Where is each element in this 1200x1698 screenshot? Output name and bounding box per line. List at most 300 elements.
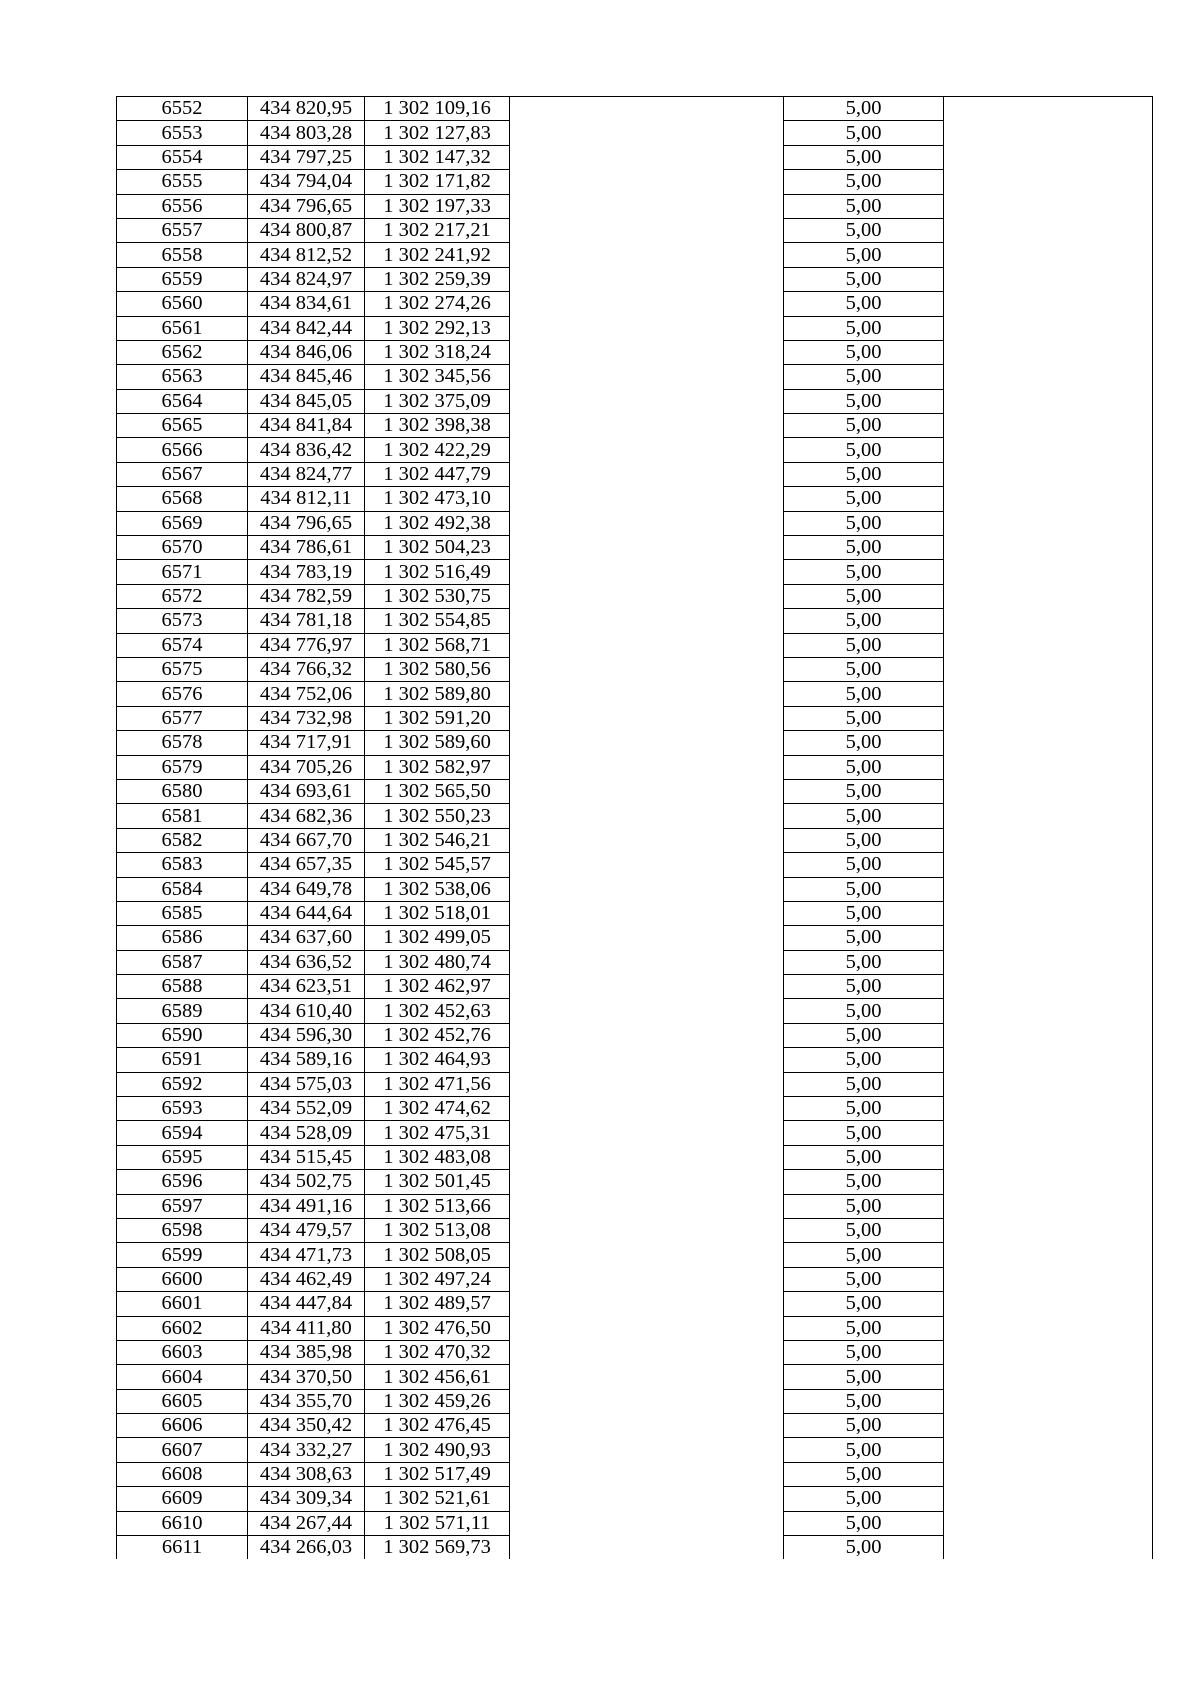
empty-cell xyxy=(944,218,1153,242)
x-coordinate-cell: 434 752,06 xyxy=(248,682,365,706)
empty-cell xyxy=(510,1316,784,1340)
empty-cell xyxy=(510,292,784,316)
y-coordinate-cell: 1 302 470,32 xyxy=(365,1340,510,1364)
tolerance-cell: 5,00 xyxy=(784,316,944,340)
tolerance-cell: 5,00 xyxy=(784,389,944,413)
table-row xyxy=(117,1511,1153,1535)
empty-cell xyxy=(944,1340,1153,1364)
x-coordinate-cell: 434 794,04 xyxy=(248,170,365,194)
y-coordinate-cell: 1 302 464,93 xyxy=(365,1048,510,1072)
x-coordinate-cell: 434 845,46 xyxy=(248,365,365,389)
empty-cell xyxy=(944,975,1153,999)
table-row xyxy=(117,975,1153,999)
empty-cell xyxy=(510,1267,784,1291)
table-row xyxy=(117,682,1153,706)
point-number-cell: 6563 xyxy=(117,365,248,389)
x-coordinate-cell: 434 705,26 xyxy=(248,755,365,779)
x-coordinate-cell: 434 800,87 xyxy=(248,218,365,242)
x-coordinate-cell: 434 845,05 xyxy=(248,389,365,413)
point-number-cell: 6603 xyxy=(117,1340,248,1364)
empty-cell xyxy=(510,1048,784,1072)
point-number-cell: 6595 xyxy=(117,1145,248,1169)
x-coordinate-cell: 434 766,32 xyxy=(248,657,365,681)
table-row xyxy=(117,1536,1153,1560)
table-row xyxy=(117,1267,1153,1291)
tolerance-cell: 5,00 xyxy=(784,657,944,681)
x-coordinate-cell: 434 610,40 xyxy=(248,999,365,1023)
empty-cell xyxy=(944,755,1153,779)
y-coordinate-cell: 1 302 471,56 xyxy=(365,1072,510,1096)
y-coordinate-cell: 1 302 568,71 xyxy=(365,633,510,657)
empty-cell xyxy=(510,145,784,169)
x-coordinate-cell: 434 308,63 xyxy=(248,1462,365,1486)
empty-cell xyxy=(510,414,784,438)
y-coordinate-cell: 1 302 473,10 xyxy=(365,487,510,511)
y-coordinate-cell: 1 302 580,56 xyxy=(365,657,510,681)
tolerance-cell: 5,00 xyxy=(784,755,944,779)
tolerance-cell: 5,00 xyxy=(784,1292,944,1316)
point-number-cell: 6562 xyxy=(117,340,248,364)
tolerance-cell: 5,00 xyxy=(784,1194,944,1218)
x-coordinate-cell: 434 717,91 xyxy=(248,731,365,755)
empty-cell xyxy=(510,218,784,242)
empty-cell xyxy=(944,267,1153,291)
point-number-cell: 6573 xyxy=(117,609,248,633)
empty-cell xyxy=(510,194,784,218)
x-coordinate-cell: 434 267,44 xyxy=(248,1511,365,1535)
table-row xyxy=(117,1072,1153,1096)
point-number-cell: 6574 xyxy=(117,633,248,657)
y-coordinate-cell: 1 302 480,74 xyxy=(365,950,510,974)
empty-cell xyxy=(510,1340,784,1364)
tolerance-cell: 5,00 xyxy=(784,487,944,511)
empty-cell xyxy=(510,926,784,950)
empty-cell xyxy=(510,243,784,267)
x-coordinate-cell: 434 841,84 xyxy=(248,414,365,438)
empty-cell xyxy=(944,633,1153,657)
point-number-cell: 6576 xyxy=(117,682,248,706)
tolerance-cell: 5,00 xyxy=(784,267,944,291)
x-coordinate-cell: 434 824,97 xyxy=(248,267,365,291)
tolerance-cell: 5,00 xyxy=(784,560,944,584)
point-number-cell: 6559 xyxy=(117,267,248,291)
empty-cell xyxy=(510,755,784,779)
table-row xyxy=(117,950,1153,974)
tolerance-cell: 5,00 xyxy=(784,1072,944,1096)
point-number-cell: 6597 xyxy=(117,1194,248,1218)
point-number-cell: 6567 xyxy=(117,462,248,486)
y-coordinate-cell: 1 302 345,56 xyxy=(365,365,510,389)
empty-cell xyxy=(944,926,1153,950)
empty-cell xyxy=(944,511,1153,535)
tolerance-cell: 5,00 xyxy=(784,438,944,462)
table-row xyxy=(117,365,1153,389)
empty-cell xyxy=(510,682,784,706)
empty-cell xyxy=(944,999,1153,1023)
empty-cell xyxy=(944,1097,1153,1121)
table-row xyxy=(117,1414,1153,1438)
empty-cell xyxy=(510,1536,784,1560)
empty-cell xyxy=(944,97,1153,121)
x-coordinate-cell: 434 355,70 xyxy=(248,1389,365,1413)
point-number-cell: 6554 xyxy=(117,145,248,169)
empty-cell xyxy=(510,511,784,535)
table-row xyxy=(117,487,1153,511)
empty-cell xyxy=(944,1194,1153,1218)
x-coordinate-cell: 434 385,98 xyxy=(248,1340,365,1364)
x-coordinate-cell: 434 528,09 xyxy=(248,1121,365,1145)
x-coordinate-cell: 434 370,50 xyxy=(248,1365,365,1389)
empty-cell xyxy=(944,487,1153,511)
coordinates-table-body xyxy=(117,97,1153,1560)
empty-cell xyxy=(510,462,784,486)
empty-cell xyxy=(510,1389,784,1413)
point-number-cell: 6577 xyxy=(117,706,248,730)
x-coordinate-cell: 434 776,97 xyxy=(248,633,365,657)
y-coordinate-cell: 1 302 582,97 xyxy=(365,755,510,779)
point-number-cell: 6556 xyxy=(117,194,248,218)
y-coordinate-cell: 1 302 550,23 xyxy=(365,804,510,828)
point-number-cell: 6561 xyxy=(117,316,248,340)
table-row xyxy=(117,633,1153,657)
y-coordinate-cell: 1 302 474,62 xyxy=(365,1097,510,1121)
empty-cell xyxy=(944,950,1153,974)
x-coordinate-cell: 434 479,57 xyxy=(248,1218,365,1242)
tolerance-cell: 5,00 xyxy=(784,853,944,877)
table-row xyxy=(117,1194,1153,1218)
empty-cell xyxy=(944,243,1153,267)
empty-cell xyxy=(944,853,1153,877)
tolerance-cell: 5,00 xyxy=(784,682,944,706)
y-coordinate-cell: 1 302 197,33 xyxy=(365,194,510,218)
y-coordinate-cell: 1 302 521,61 xyxy=(365,1487,510,1511)
point-number-cell: 6579 xyxy=(117,755,248,779)
tolerance-cell: 5,00 xyxy=(784,975,944,999)
table-row xyxy=(117,560,1153,584)
y-coordinate-cell: 1 302 545,57 xyxy=(365,853,510,877)
empty-cell xyxy=(944,901,1153,925)
table-row xyxy=(117,267,1153,291)
point-number-cell: 6575 xyxy=(117,657,248,681)
table-row xyxy=(117,609,1153,633)
x-coordinate-cell: 434 502,75 xyxy=(248,1170,365,1194)
empty-cell xyxy=(944,365,1153,389)
table-row xyxy=(117,243,1153,267)
empty-cell xyxy=(944,316,1153,340)
empty-cell xyxy=(510,316,784,340)
table-row xyxy=(117,170,1153,194)
empty-cell xyxy=(944,1048,1153,1072)
y-coordinate-cell: 1 302 565,50 xyxy=(365,779,510,803)
empty-cell xyxy=(510,1097,784,1121)
empty-cell xyxy=(944,1145,1153,1169)
empty-cell xyxy=(510,1292,784,1316)
y-coordinate-cell: 1 302 569,73 xyxy=(365,1536,510,1560)
tolerance-cell: 5,00 xyxy=(784,170,944,194)
empty-cell xyxy=(944,414,1153,438)
table-row xyxy=(117,755,1153,779)
y-coordinate-cell: 1 302 318,24 xyxy=(365,340,510,364)
tolerance-cell: 5,00 xyxy=(784,194,944,218)
point-number-cell: 6582 xyxy=(117,828,248,852)
point-number-cell: 6587 xyxy=(117,950,248,974)
y-coordinate-cell: 1 302 171,82 xyxy=(365,170,510,194)
table-row xyxy=(117,804,1153,828)
point-number-cell: 6564 xyxy=(117,389,248,413)
empty-cell xyxy=(944,536,1153,560)
empty-cell xyxy=(510,609,784,633)
x-coordinate-cell: 434 657,35 xyxy=(248,853,365,877)
empty-cell xyxy=(944,731,1153,755)
x-coordinate-cell: 434 596,30 xyxy=(248,1023,365,1047)
empty-cell xyxy=(510,1121,784,1145)
x-coordinate-cell: 434 834,61 xyxy=(248,292,365,316)
table-row xyxy=(117,97,1153,121)
x-coordinate-cell: 434 783,19 xyxy=(248,560,365,584)
table-row xyxy=(117,1389,1153,1413)
empty-cell xyxy=(944,170,1153,194)
empty-cell xyxy=(944,340,1153,364)
point-number-cell: 6555 xyxy=(117,170,248,194)
empty-cell xyxy=(944,657,1153,681)
x-coordinate-cell: 434 515,45 xyxy=(248,1145,365,1169)
y-coordinate-cell: 1 302 456,61 xyxy=(365,1365,510,1389)
table-row xyxy=(117,706,1153,730)
x-coordinate-cell: 434 332,27 xyxy=(248,1438,365,1462)
empty-cell xyxy=(510,1145,784,1169)
table-row xyxy=(117,414,1153,438)
x-coordinate-cell: 434 552,09 xyxy=(248,1097,365,1121)
y-coordinate-cell: 1 302 516,49 xyxy=(365,560,510,584)
tolerance-cell: 5,00 xyxy=(784,462,944,486)
x-coordinate-cell: 434 623,51 xyxy=(248,975,365,999)
x-coordinate-cell: 434 732,98 xyxy=(248,706,365,730)
empty-cell xyxy=(510,731,784,755)
empty-cell xyxy=(510,1414,784,1438)
table-row xyxy=(117,779,1153,803)
empty-cell xyxy=(944,560,1153,584)
empty-cell xyxy=(944,1218,1153,1242)
empty-cell xyxy=(510,340,784,364)
point-number-cell: 6566 xyxy=(117,438,248,462)
y-coordinate-cell: 1 302 447,79 xyxy=(365,462,510,486)
empty-cell xyxy=(944,1389,1153,1413)
x-coordinate-cell: 434 644,64 xyxy=(248,901,365,925)
empty-cell xyxy=(944,1292,1153,1316)
tolerance-cell: 5,00 xyxy=(784,804,944,828)
empty-cell xyxy=(944,1023,1153,1047)
point-number-cell: 6553 xyxy=(117,121,248,145)
tolerance-cell: 5,00 xyxy=(784,1414,944,1438)
point-number-cell: 6602 xyxy=(117,1316,248,1340)
empty-cell xyxy=(944,1511,1153,1535)
x-coordinate-cell: 434 842,44 xyxy=(248,316,365,340)
table-row xyxy=(117,340,1153,364)
empty-cell xyxy=(510,804,784,828)
coordinate-sheet xyxy=(116,96,1152,1559)
point-number-cell: 6592 xyxy=(117,1072,248,1096)
x-coordinate-cell: 434 411,80 xyxy=(248,1316,365,1340)
x-coordinate-cell: 434 447,84 xyxy=(248,1292,365,1316)
y-coordinate-cell: 1 302 504,23 xyxy=(365,536,510,560)
y-coordinate-cell: 1 302 452,63 xyxy=(365,999,510,1023)
empty-cell xyxy=(510,1243,784,1267)
point-number-cell: 6581 xyxy=(117,804,248,828)
table-row xyxy=(117,901,1153,925)
tolerance-cell: 5,00 xyxy=(784,1145,944,1169)
y-coordinate-cell: 1 302 459,26 xyxy=(365,1389,510,1413)
x-coordinate-cell: 434 589,16 xyxy=(248,1048,365,1072)
y-coordinate-cell: 1 302 513,66 xyxy=(365,1194,510,1218)
y-coordinate-cell: 1 302 489,57 xyxy=(365,1292,510,1316)
tolerance-cell: 5,00 xyxy=(784,1536,944,1560)
y-coordinate-cell: 1 302 530,75 xyxy=(365,584,510,608)
point-number-cell: 6599 xyxy=(117,1243,248,1267)
tolerance-cell: 5,00 xyxy=(784,292,944,316)
y-coordinate-cell: 1 302 591,20 xyxy=(365,706,510,730)
empty-cell xyxy=(944,1072,1153,1096)
tolerance-cell: 5,00 xyxy=(784,121,944,145)
y-coordinate-cell: 1 302 476,50 xyxy=(365,1316,510,1340)
table-row xyxy=(117,511,1153,535)
empty-cell xyxy=(510,365,784,389)
empty-cell xyxy=(944,194,1153,218)
tolerance-cell: 5,00 xyxy=(784,414,944,438)
x-coordinate-cell: 434 266,03 xyxy=(248,1536,365,1560)
x-coordinate-cell: 434 797,25 xyxy=(248,145,365,169)
y-coordinate-cell: 1 302 462,97 xyxy=(365,975,510,999)
point-number-cell: 6585 xyxy=(117,901,248,925)
point-number-cell: 6552 xyxy=(117,97,248,121)
table-row xyxy=(117,1218,1153,1242)
empty-cell xyxy=(510,389,784,413)
tolerance-cell: 5,00 xyxy=(784,1218,944,1242)
empty-cell xyxy=(510,1438,784,1462)
empty-cell xyxy=(944,1414,1153,1438)
point-number-cell: 6605 xyxy=(117,1389,248,1413)
x-coordinate-cell: 434 309,34 xyxy=(248,1487,365,1511)
tolerance-cell: 5,00 xyxy=(784,1487,944,1511)
tolerance-cell: 5,00 xyxy=(784,1316,944,1340)
table-row xyxy=(117,218,1153,242)
point-number-cell: 6591 xyxy=(117,1048,248,1072)
x-coordinate-cell: 434 812,52 xyxy=(248,243,365,267)
empty-cell xyxy=(944,1536,1153,1560)
point-number-cell: 6584 xyxy=(117,877,248,901)
tolerance-cell: 5,00 xyxy=(784,779,944,803)
x-coordinate-cell: 434 782,59 xyxy=(248,584,365,608)
tolerance-cell: 5,00 xyxy=(784,145,944,169)
empty-cell xyxy=(510,1194,784,1218)
tolerance-cell: 5,00 xyxy=(784,511,944,535)
y-coordinate-cell: 1 302 546,21 xyxy=(365,828,510,852)
table-row xyxy=(117,731,1153,755)
table-row xyxy=(117,1097,1153,1121)
y-coordinate-cell: 1 302 518,01 xyxy=(365,901,510,925)
empty-cell xyxy=(510,97,784,121)
x-coordinate-cell: 434 820,95 xyxy=(248,97,365,121)
tolerance-cell: 5,00 xyxy=(784,1097,944,1121)
y-coordinate-cell: 1 302 375,09 xyxy=(365,389,510,413)
table-row xyxy=(117,926,1153,950)
x-coordinate-cell: 434 637,60 xyxy=(248,926,365,950)
table-row xyxy=(117,1023,1153,1047)
x-coordinate-cell: 434 491,16 xyxy=(248,1194,365,1218)
x-coordinate-cell: 434 836,42 xyxy=(248,438,365,462)
table-row xyxy=(117,1438,1153,1462)
empty-cell xyxy=(510,853,784,877)
empty-cell xyxy=(944,121,1153,145)
y-coordinate-cell: 1 302 501,45 xyxy=(365,1170,510,1194)
empty-cell xyxy=(944,804,1153,828)
point-number-cell: 6572 xyxy=(117,584,248,608)
empty-cell xyxy=(510,1218,784,1242)
tolerance-cell: 5,00 xyxy=(784,1340,944,1364)
point-number-cell: 6604 xyxy=(117,1365,248,1389)
x-coordinate-cell: 434 471,73 xyxy=(248,1243,365,1267)
table-row xyxy=(117,121,1153,145)
empty-cell xyxy=(944,389,1153,413)
x-coordinate-cell: 434 682,36 xyxy=(248,804,365,828)
tolerance-cell: 5,00 xyxy=(784,1389,944,1413)
empty-cell xyxy=(944,462,1153,486)
x-coordinate-cell: 434 824,77 xyxy=(248,462,365,486)
y-coordinate-cell: 1 302 259,39 xyxy=(365,267,510,291)
empty-cell xyxy=(944,1462,1153,1486)
y-coordinate-cell: 1 302 571,11 xyxy=(365,1511,510,1535)
empty-cell xyxy=(944,1487,1153,1511)
point-number-cell: 6583 xyxy=(117,853,248,877)
tolerance-cell: 5,00 xyxy=(784,1170,944,1194)
empty-cell xyxy=(944,145,1153,169)
tolerance-cell: 5,00 xyxy=(784,584,944,608)
empty-cell xyxy=(944,1121,1153,1145)
empty-cell xyxy=(944,779,1153,803)
empty-cell xyxy=(944,1316,1153,1340)
point-number-cell: 6586 xyxy=(117,926,248,950)
tolerance-cell: 5,00 xyxy=(784,218,944,242)
y-coordinate-cell: 1 302 241,92 xyxy=(365,243,510,267)
x-coordinate-cell: 434 693,61 xyxy=(248,779,365,803)
x-coordinate-cell: 434 649,78 xyxy=(248,877,365,901)
y-coordinate-cell: 1 302 513,08 xyxy=(365,1218,510,1242)
empty-cell xyxy=(510,267,784,291)
y-coordinate-cell: 1 302 508,05 xyxy=(365,1243,510,1267)
table-row xyxy=(117,1292,1153,1316)
tolerance-cell: 5,00 xyxy=(784,1267,944,1291)
table-row xyxy=(117,1048,1153,1072)
empty-cell xyxy=(944,438,1153,462)
y-coordinate-cell: 1 302 499,05 xyxy=(365,926,510,950)
empty-cell xyxy=(944,1365,1153,1389)
y-coordinate-cell: 1 302 109,16 xyxy=(365,97,510,121)
tolerance-cell: 5,00 xyxy=(784,243,944,267)
empty-cell xyxy=(510,1072,784,1096)
x-coordinate-cell: 434 462,49 xyxy=(248,1267,365,1291)
empty-cell xyxy=(510,536,784,560)
point-number-cell: 6610 xyxy=(117,1511,248,1535)
table-row xyxy=(117,389,1153,413)
point-number-cell: 6611 xyxy=(117,1536,248,1560)
point-number-cell: 6557 xyxy=(117,218,248,242)
table-row xyxy=(117,316,1153,340)
tolerance-cell: 5,00 xyxy=(784,609,944,633)
empty-cell xyxy=(510,1023,784,1047)
tolerance-cell: 5,00 xyxy=(784,536,944,560)
table-row xyxy=(117,1340,1153,1364)
y-coordinate-cell: 1 302 554,85 xyxy=(365,609,510,633)
point-number-cell: 6590 xyxy=(117,1023,248,1047)
